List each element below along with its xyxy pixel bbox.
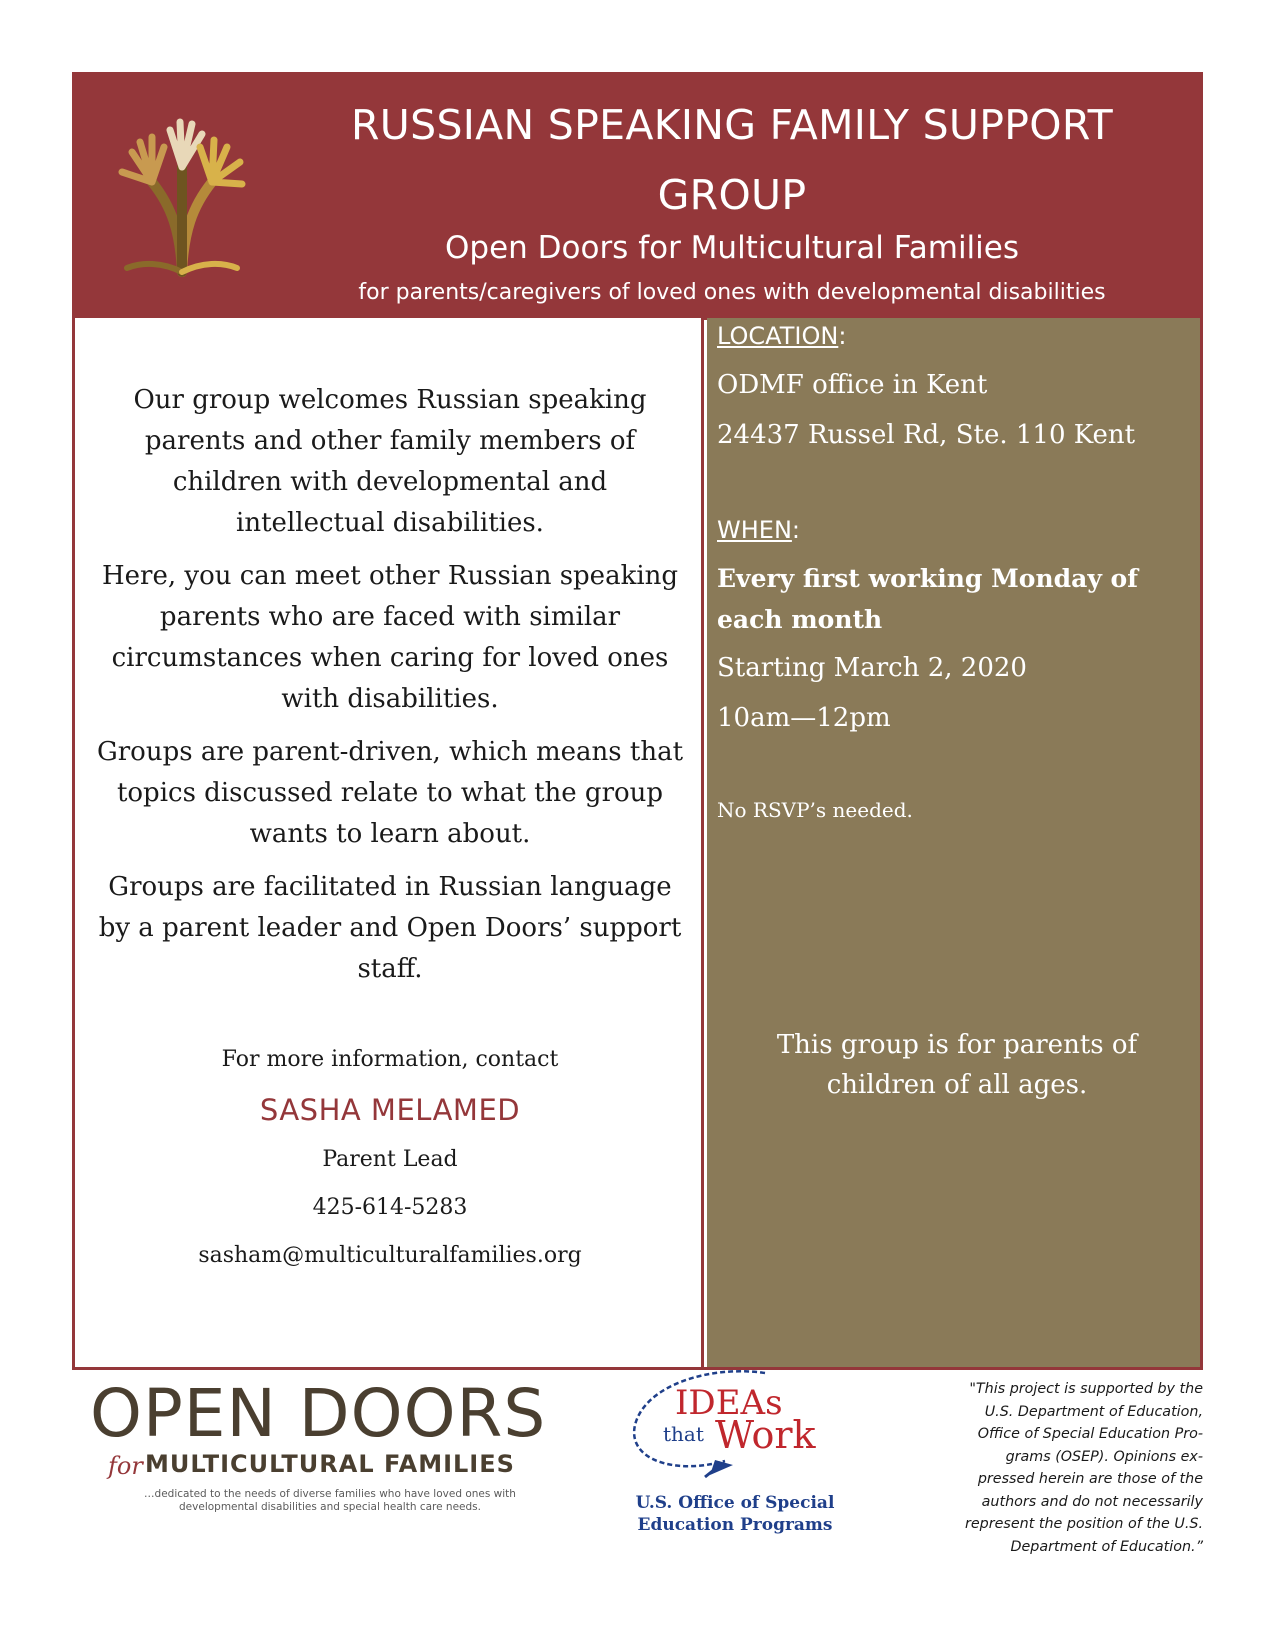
meeting-time: 10am—12pm bbox=[717, 703, 891, 733]
description-column bbox=[75, 318, 704, 1367]
intro-paragraph: Groups are facilitated in Russian language by a parent leader and Open Doors’ support staff. bbox=[98, 872, 682, 984]
contact-phone: 425-614-5283 bbox=[312, 1195, 468, 1220]
hands-tree-icon bbox=[102, 112, 252, 277]
open-doors-wordmark: OPEN DOORS bbox=[90, 1375, 547, 1452]
content-frame bbox=[72, 318, 1203, 1370]
ideas-that-work-logo bbox=[615, 1365, 855, 1555]
location-label-text: LOCATION bbox=[717, 322, 839, 350]
work-word: Work bbox=[715, 1413, 816, 1457]
contact-section bbox=[95, 1045, 685, 1271]
header-banner bbox=[72, 72, 1203, 320]
contact-intro: For more information, contact bbox=[221, 1047, 559, 1072]
details-column bbox=[707, 318, 1200, 1367]
open-doors-logo bbox=[90, 1375, 570, 1513]
intro-section bbox=[95, 380, 685, 1002]
that-word: that bbox=[663, 1422, 704, 1446]
disclaimer-line: Department of Education.” bbox=[1010, 1538, 1203, 1555]
funding-disclaimer bbox=[905, 1378, 1203, 1558]
location-name: ODMF office in Kent bbox=[717, 370, 988, 400]
contact-name: SASHA MELAMED bbox=[259, 1093, 521, 1127]
intro-paragraph: Here, you can meet other Russian speaking parents who are faced with similar circumstances when caring for loved ones with disabilities. bbox=[101, 561, 679, 714]
osep-line-2: Education Programs bbox=[637, 1515, 833, 1535]
ideas-word: IDEAs bbox=[675, 1383, 783, 1423]
intro-paragraph: Groups are parent-driven, which means that topics discussed relate to what the group wants to learn about. bbox=[96, 737, 684, 849]
title-line-2: GROUP bbox=[657, 171, 807, 219]
open-doors-tagline-1: …dedicated to the needs of diverse families who have loved ones with bbox=[144, 1488, 516, 1500]
open-doors-tagline-2: developmental disabilities and special health care needs. bbox=[179, 1501, 481, 1513]
open-doors-for: for bbox=[108, 1452, 143, 1480]
disclaimer-line: U.S. Department of Education, bbox=[984, 1403, 1203, 1420]
disclaimer-line: pressed herein are those of the bbox=[977, 1471, 1203, 1487]
rsvp-note: No RSVP’s needed. bbox=[717, 798, 913, 822]
start-date: Starting March 2, 2020 bbox=[717, 653, 1027, 683]
when-label-text: WHEN bbox=[717, 516, 792, 544]
audience-tagline: for parents/caregivers of loved ones with developmental disabilities bbox=[358, 280, 1106, 305]
location-label: LOCATION: bbox=[717, 322, 847, 350]
contact-email: sasham@multiculturalfamilies.org bbox=[198, 1243, 582, 1268]
organization-subtitle: Open Doors for Multicultural Families bbox=[444, 230, 1019, 266]
location-address: 24437 Russel Rd, Ste. 110 Kent bbox=[717, 420, 1136, 450]
contact-role: Parent Lead bbox=[322, 1147, 458, 1172]
disclaimer-line: "This project is supported by the bbox=[969, 1381, 1203, 1397]
disclaimer-line: Office of Special Education Pro- bbox=[977, 1426, 1203, 1442]
when-label: WHEN: bbox=[717, 516, 800, 544]
disclaimer-line: authors and do not necessarily bbox=[981, 1493, 1203, 1510]
title-line-1: RUSSIAN SPEAKING FAMILY SUPPORT bbox=[351, 101, 1113, 149]
when-schedule: Every first working Monday of each month bbox=[717, 564, 1138, 634]
intro-paragraph: Our group welcomes Russian speaking parents and other family members of children with developmental and intellectual disabilities. bbox=[133, 385, 647, 538]
disclaimer-line: represent the position of the U.S. bbox=[964, 1516, 1203, 1532]
disclaimer-line: grams (OSEP). Opinions ex- bbox=[1005, 1448, 1203, 1465]
page-title bbox=[282, 90, 1182, 230]
osep-line-1: U.S. Office of Special bbox=[635, 1493, 835, 1513]
audience-note: This group is for parents of children of all ages. bbox=[776, 1030, 1138, 1100]
open-doors-multicultural: MULTICULTURAL FAMILIES bbox=[145, 1450, 515, 1478]
open-doors-tagline bbox=[90, 1488, 570, 1514]
